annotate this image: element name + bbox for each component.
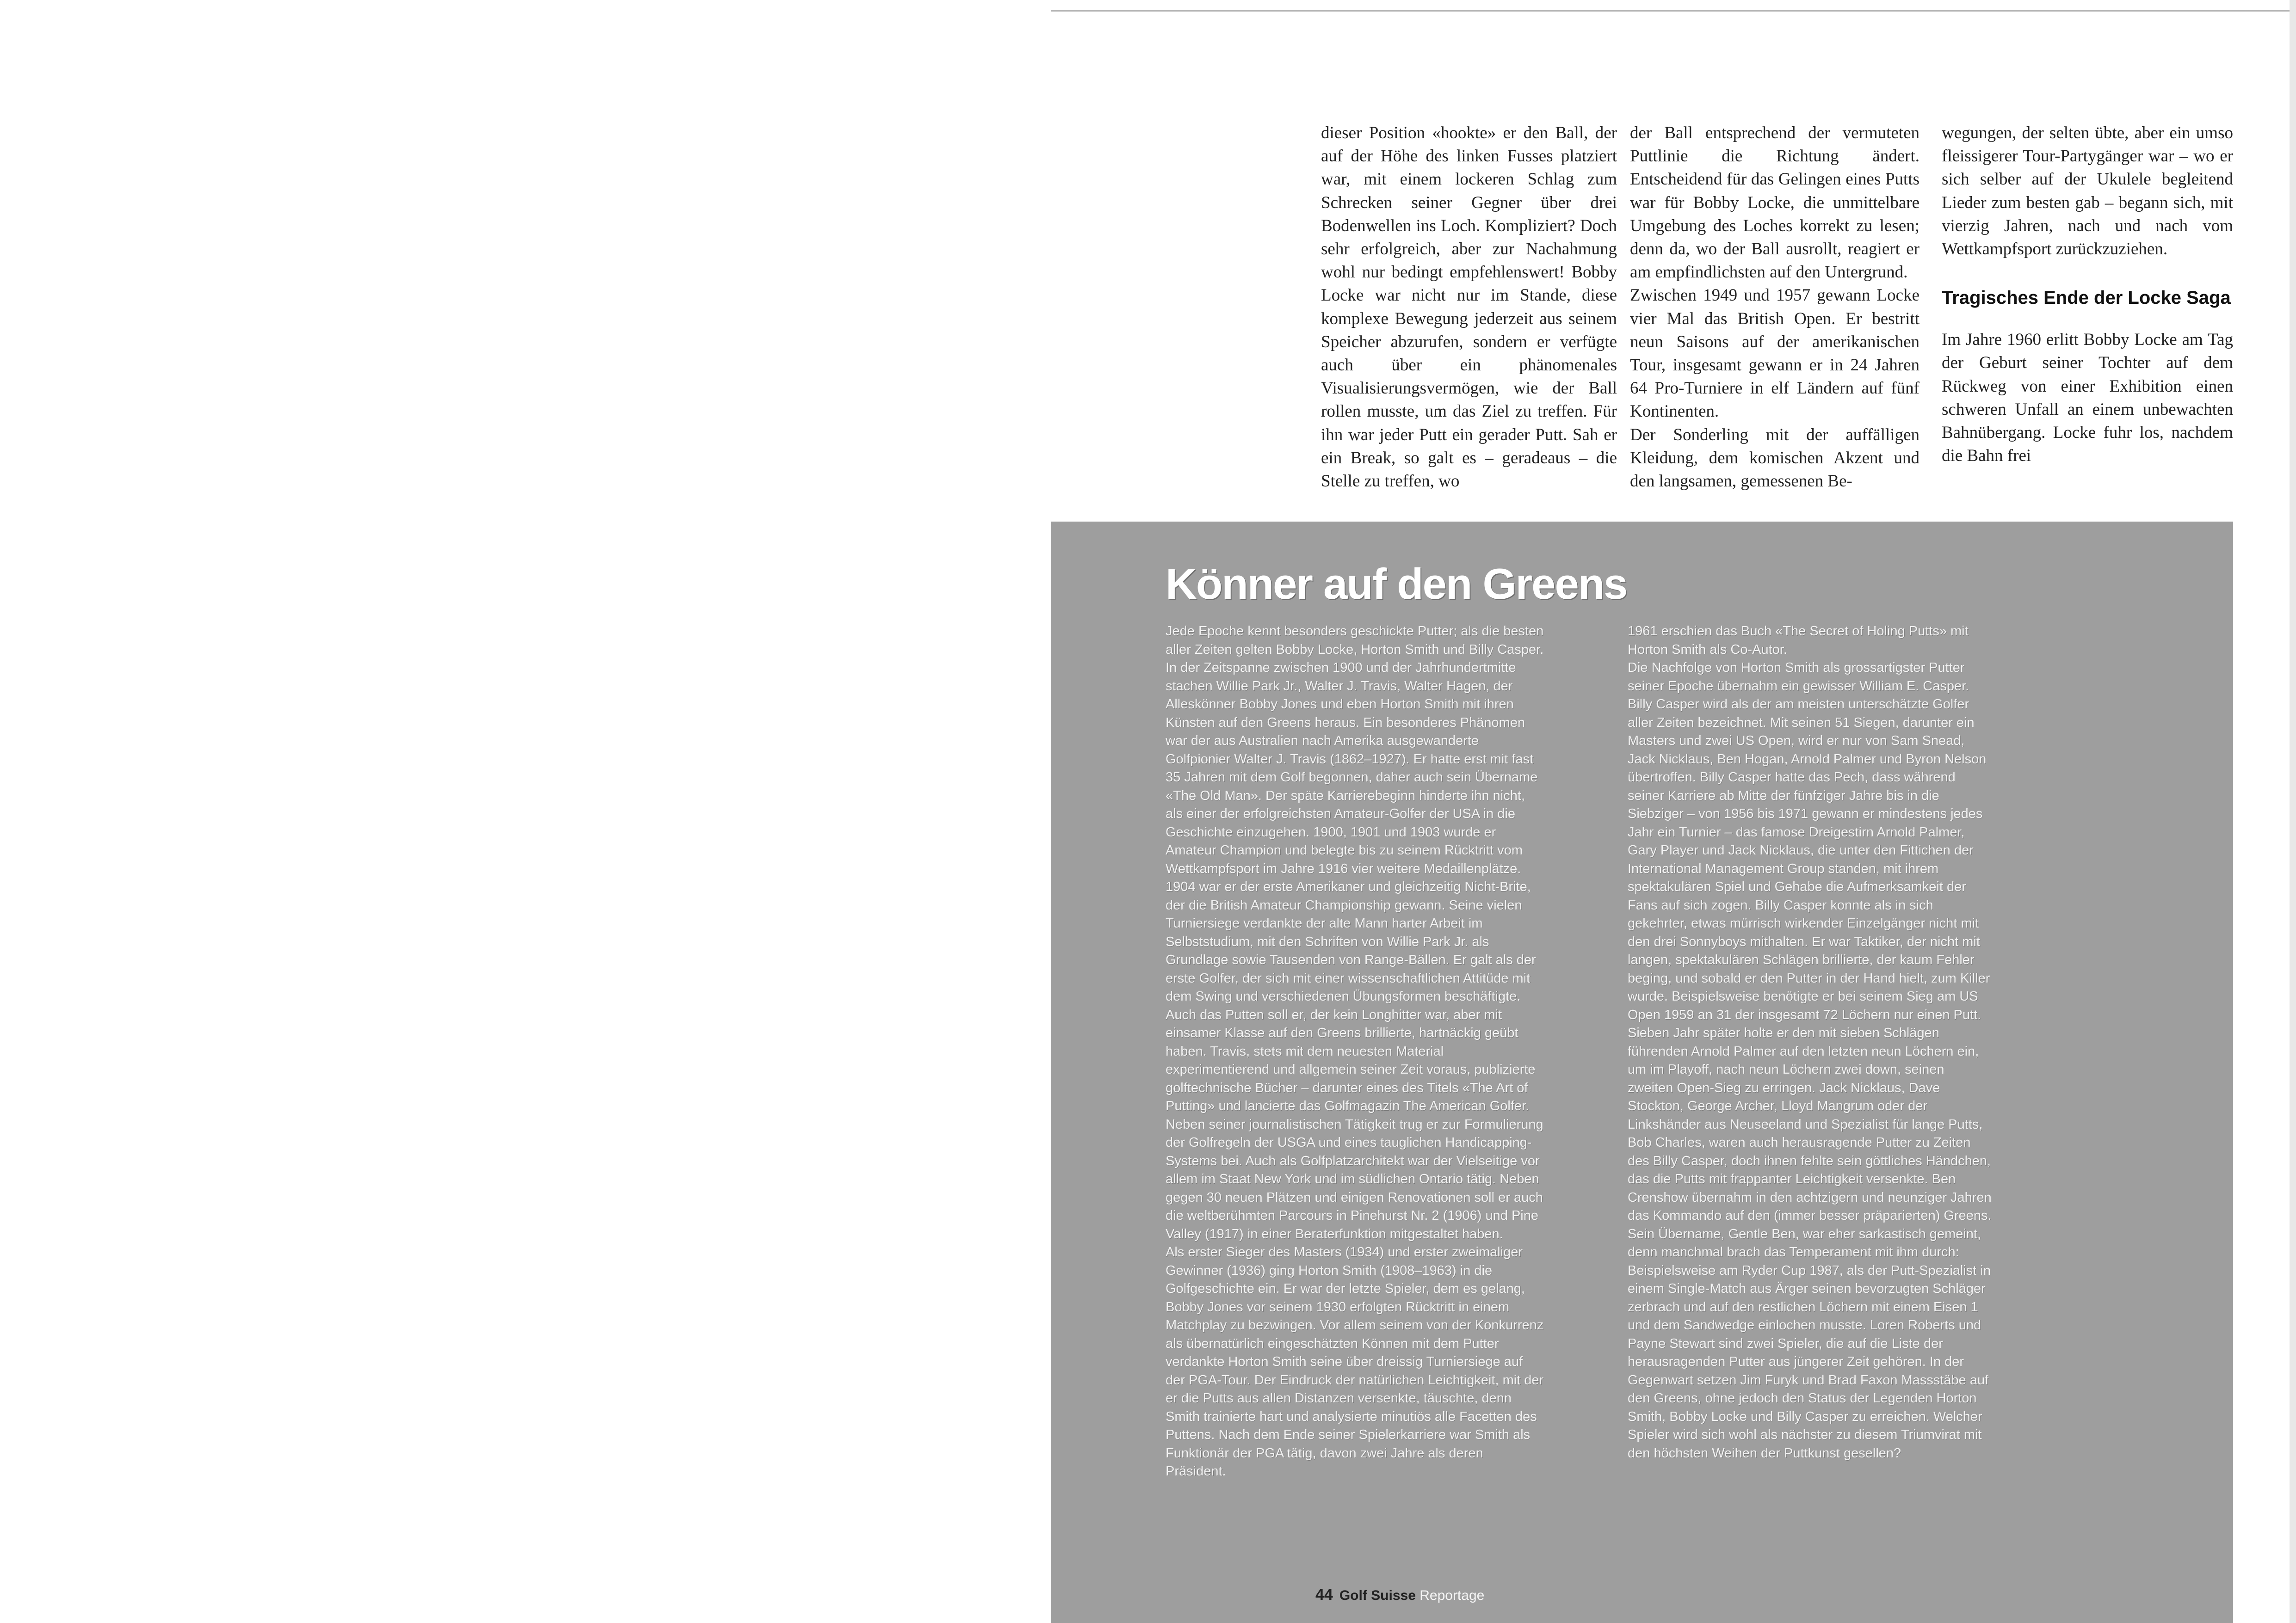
- article-paragraph: Im Jahre 1960 erlitt Bobby Locke am Tag der Geburt seiner Tochter auf dem Rückweg von einer Exhibition einen schweren Unfall an einem unbewachten Bahnübergang. Locke fuhr los, nachdem die Bahn frei: [1942, 330, 2233, 466]
- sidebar-box: [1051, 522, 2233, 1623]
- article-paragraph: wegungen, der selten übte, aber ein umso fleissigerer Tour-Partygänger war – wo er sich selber auf der Ukulele begleitend Lieder zum besten gab – begann sich, mit vierzig Jahren, nach und nach vom Wettkampfsport zurückzuziehen.: [1942, 123, 2233, 259]
- page-edge: [2290, 0, 2296, 1623]
- sidebar-title: Könner auf den Greens: [1166, 559, 1627, 608]
- page-footer: [1315, 1586, 1484, 1604]
- sidebar-column-2: [1628, 622, 1993, 1463]
- top-rule: [1051, 0, 2296, 12]
- page-number: 44: [1315, 1586, 1333, 1604]
- section-subheading: Tragisches Ende der Locke Saga: [1942, 288, 2231, 308]
- article-paragraph: Der Sonderling mit der auffälligen Kleidung, dem komischen Akzent und den langsamen, gemessenen Be-: [1630, 425, 1920, 491]
- article-column-1: [1321, 122, 1617, 493]
- magazine-name: Golf Suisse: [1339, 1588, 1416, 1603]
- article-column-3: [1942, 122, 2233, 467]
- sidebar-paragraph: Jede Epoche kennt besonders geschickte Putter; als die besten aller Zeiten gelten Bobby Locke, Horton Smith und Billy Casper. In der Zeitspanne zwischen 1900 und der Jahrhundertmitte stachen Willie Park Jr., Walter J. Travis, Walter Hagen, der Alleskönner Bobby Jones und eben Horton Smith mit ihren Künsten auf den Greens heraus. Ein besonderes Phänomen war der aus Australien nach Amerika ausgewanderte Golfpionier Walter J. Travis (1862–1927). Er hatte erst mit fast 35 Jahren mit dem Golf begonnen, daher auch sein Übername «The Old Man». Der späte Karrierebeginn hinderte ihn nicht, als einer der erfolgreichsten Amateur-Golfer der USA in die Geschichte einzugehen. 1900, 1901 und 1903 wurde er Amateur Champion und belegte bis zu seinem Rücktritt vom Wettkampfsport im Jahre 1916 vier weitere Medaillenplätze. 1904 war er der erste Amerikaner und gleichzeitig Nicht-Brite, der die British Amateur Championship gewann. Seine vielen Turniersiege verdankte der alte Mann harter Arbeit im Selbststudium, mit den Schriften von Willie Park Jr. als Grundlage sowie Tausenden von Range-Bällen. Er galt als der erste Golfer, der sich mit einer wissenschaftlichen Attitüde mit dem Swing und verschiedenen Übungsformen beschäftigte. Auch das Putten soll er, der kein Longhitter war, aber mit einsamer Klasse auf den Greens brillierte, hartnäckig geübt haben. Travis, stets mit dem neuesten Material experimentierend und allgemein seiner Zeit voraus, publizierte golftechnische Bücher – darunter eines des Titels «The Art of Putting» und lancierte das Golfmagazin The American Golfer. Neben seiner journalistischen Tätigkeit trug er zur Formulierung der Golfregeln der USGA und eines tauglichen Handicapping-Systems bei. Auch als Golfplatzarchitekt war der Vielseitige vor allem im Staat New York und im südlichen Ontario tätig. Neben gegen 30 neuen Plätzen und einigen Renovationen soll er auch die weltberühmten Parcours in Pinehurst Nr. 2 (1906) und Pine Valley (1917) in einer Beraterfunktion mitgestaltet haben.: [1166, 624, 1544, 1242]
- sidebar-paragraph: Die Nachfolge von Horton Smith als grossartigster Putter seiner Epoche übernahm ein gewisser William E. Casper. Billy Casper wird als der am meisten unterschätzte Golfer aller Zeiten bezeichnet. Mit seinen 51 Siegen, darunter ein Masters und zwei US Open, wird er nur von Sam Snead, Jack Nicklaus, Ben Hogan, Arnold Palmer und Byron Nelson übertroffen. Billy Casper hatte das Pech, dass während seiner Karriere ab Mitte der fünfziger Jahre bis in die Siebziger – von 1956 bis 1971 gewann er mindestens jedes Jahr ein Turnier – das famose Dreigestirn Arnold Palmer, Gary Player und Jack Nicklaus, die unter den Fittichen der International Management Group standen, mit ihrem spektakulären Spiel und Gehabe die Aufmerksamkeit der Fans auf sich zogen. Billy Casper konnte als in sich gekehrter, etwas mürrisch wirkender Einzelgänger nicht mit den drei Sonnyboys mithalten. Er war Taktiker, der nicht mit langen, spektakulären Schlägen brillierte, der kaum Fehler beging, und sobald er den Putter in der Hand hielt, zum Killer wurde. Beispielsweise benötigte er bei seinem Sieg am US Open 1959 an 31 der insgesamt 72 Löchern nur einen Putt. Sieben Jahr später holte er den mit sieben Schlägen führenden Arnold Palmer auf den letzten neun Löchern ein, um im Playoff, nach neun Löchern zwei down, seinen zweiten Open-Sieg zu erringen. Jack Nicklaus, Dave Stockton, George Archer, Lloyd Mangrum oder der Linkshänder aus Neuseeland und Spezialist für lange Putts, Bob Charles, waren auch herausragende Putter zu Zeiten des Billy Casper, doch ihnen fehlte sein göttliches Händchen, das die Putts mit frappanter Leichtigkeit versenkte. Ben Crenshow übernahm in den achtzigern und neunziger Jahren das Kommando auf den (immer besser präparierten) Greens. Sein Übername, Gentle Ben, war eher sarkastisch gemeint, denn manchmal brach das Temperament mit ihm durch: Beispielsweise am Ryder Cup 1987, als der Putt-Spezialist in einem Single-Match aus Ärger seinen bevorzugten Schläger zerbrach und auf den restlichen Löchern mit einem Eisen 1 und dem Sandwedge einlochen musste. Loren Roberts und Payne Stewart sind zwei Spieler, die auf die Liste der herausragenden Putter aus jüngerer Zeit gehören. In der Gegenwart setzen Jim Furyk und Brad Faxon Massstäbe auf den Greens, ohne jedoch den Status der Legenden Horton Smith, Bobby Locke und Billy Casper zu erreichen. Welcher Spieler wird sich wohl als nächster zu diesem Triumvirat mit den höchsten Weihen der Puttkunst gesellen?: [1628, 660, 1992, 1461]
- article-column-2: [1630, 122, 1920, 493]
- section-name: Reportage: [1420, 1588, 1485, 1603]
- article-paragraph: der Ball entsprechend der vermuteten Puttlinie die Richtung ändert. Entscheidend für das Gelingen eines Putts war für Bobby Locke, die unmittelbare Umgebung des Loches korrekt zu lesen; denn da, wo der Ball ausrollt, reagiert er am empfindlichsten auf den Untergrund.: [1630, 123, 1920, 282]
- article-paragraph: Zwischen 1949 und 1957 gewann Locke vier Mal das British Open. Er bestritt neun Saisons auf der amerikanischen Tour, insgesamt gewann er in 24 Jahren 64 Pro-Turniere in elf Ländern auf fünf Kontinenten.: [1630, 286, 1920, 421]
- sidebar-paragraph: 1961 erschien das Buch «The Secret of Holing Putts» mit Horton Smith als Co-Autor.: [1628, 624, 1969, 657]
- sidebar-column-1: [1166, 622, 1545, 1481]
- article-paragraph: dieser Position «hookte» er den Ball, der auf der Höhe des linken Fusses platziert war, mit einem lockeren Schlag zum Schrecken seiner Gegner über drei Bodenwellen ins Loch. Kompliziert? Doch sehr erfolgreich, aber zur Nachahmung wohl nur bedingt empfehlenswert! Bobby Locke war nicht nur im Stande, diese komplexe Bewegung jederzeit aus seinem Speicher abzurufen, sondern er verfügte auch über ein phänomenales Visualisierungsvermögen, wie der Ball rollen musste, um das Ziel zu treffen. Für ihn war jeder Putt ein gerader Putt. Sah er ein Break, so galt es – geradeaus – die Stelle zu treffen, wo: [1321, 123, 1617, 491]
- sidebar-paragraph: Als erster Sieger des Masters (1934) und erster zweimaliger Gewinner (1936) ging Horton Smith (1908–1963) in die Golfgeschichte ein. Er war der letzte Spieler, dem es gelang, Bobby Jones vor seinem 1930 erfolgten Rücktritt in einem Matchplay zu bezwingen. Vor allem seinem von der Konkurrenz als übernatürlich eingeschätzten Können mit dem Putter verdankte Horton Smith seine über dreissig Turniersiege auf der PGA-Tour. Der Eindruck der natürlichen Leichtigkeit, mit der er die Putts aus allen Distanzen versenkte, täuschte, denn Smith trainierte hart und analysierte minutiös alle Facetten des Puttens. Nach dem Ende seiner Spielerkarriere war Smith als Funktionär der PGA tätig, davon zwei Jahre als deren Präsident.: [1166, 1245, 1544, 1479]
